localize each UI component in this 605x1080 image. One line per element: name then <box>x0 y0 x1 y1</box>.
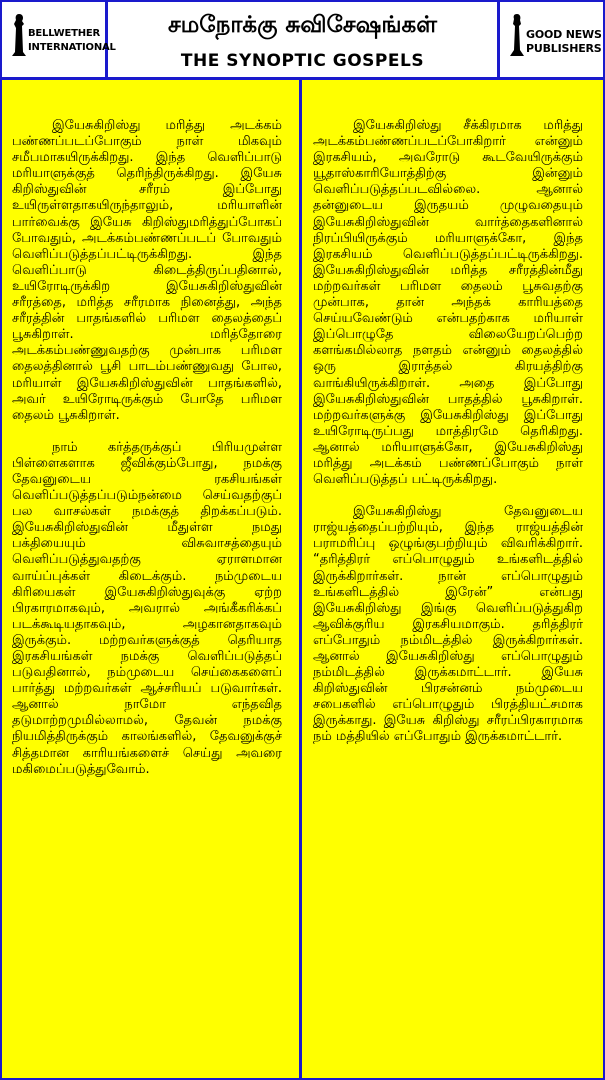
left-logo-line2: INTERNATIONAL <box>28 42 116 53</box>
column-divider <box>299 80 302 1078</box>
left-column <box>12 118 282 794</box>
good-news-logo <box>508 12 602 68</box>
publisher-logo-right <box>500 2 603 77</box>
right-column <box>313 118 583 762</box>
page-title-tamil: சமநோக்கு சுவிசேஷங்கள் <box>168 12 437 38</box>
bellwether-lamb-icon <box>10 12 28 58</box>
right-paragraph-2: இயேசுகிறிஸ்து தேவனுடைய ராஜ்யத்தைப்பற்றியும், இந்த ராஜ்யத்தின் பராமரிப்பு ஒழுங்குபற்றியும் விவரிக்கிறார். “தரித்திரர் எப்பொழுதும் உங்களிடத்தில் இருக்கிறார்கள். நான் எப்பொழுதும் உங்களிடத்தில் இரேன்” என்பது இயேசுகிறிஸ்து இங்கு வெளிப்படுத்துகிற ஆவிக்குரிய இரகசியமாகும். தரித்திரர் எப்போதும் நம்மிடத்தில் இருக்கிறார்கள். ஆனால் இயேசுகிறிஸ்து எப்பொழுதும் நம்மிடத்தில் இருக்கமாட்டார். இயேசு கிறிஸ்துவின் பிரசன்னம் நம்முடைய சபைகளில் எப்பொழுதும் பிரத்தியட்சமாக இருக்காது. இயேசு கிறிஸ்து சரீரப்பிரகாரமாக நம் மத்தியில் எப்போதும் இருக்கமாட்டார். <box>313 504 583 745</box>
bellwether-logo <box>10 12 116 68</box>
right-paragraph-1: இயேசுகிறிஸ்து சீக்கிரமாக மரித்து அடக்கம்பண்ணப்படப்போகிறார் என்னும் இரகசியம், அவரோடு கூடவேயிருக்கும் யூதாஸ்காரியோத்திற்கு இன்னும் வெளிப்படுத்தப்படவில்லை. ஆனால் தன்னுடைய இருதயம் முழுவதையும் இயேசுகிறிஸ்துவின் வார்த்தைகளினால் நிரப்பியிருக்கும் மரியாளுக்கோ, இந்த இரகசியம் வெளிப்படுத்தப்பட்டிருக்கிறது. இயேசுகிறிஸ்துவின் மரித்த சரீரத்தின்மீது மற்றவர்கள் பரிமள தைலம் பூசுவதற்கு முன்பாக, தான் அந்தக் காரியத்தை செய்யவேண்டும் என்பதற்காக மரியாள் இப்பொழுதே விலையேறப்பெற்ற களங்கமில்லாத நளதம் என்னும் தைலத்தில் ஒரு இராத்தல் கிரயத்திற்கு வாங்கியிருக்கிறாள். அதை இப்போது இயேசுகிறிஸ்துவின் பாதத்தில் பூசுகிறாள். மற்றவர்களுக்கு இயேசுகிறிஸ்து இப்போது உயிரோடிருப்பது மாத்திரமே தெரிகிறது. ஆனால் மரியாளுக்கோ, இயேசுகிறிஸ்து மரித்து அடக்கம் பண்ணப்போகும் நாள் வெளிப்படுத்தப் பட்டிருக்கிறது. <box>313 118 583 488</box>
page-header <box>2 2 603 80</box>
right-logo-line1: GOOD NEWS <box>526 28 602 41</box>
left-logo-line1: BELLWETHER <box>28 28 101 39</box>
page-title-english: THE SYNOPTIC GOSPELS <box>180 51 425 71</box>
left-paragraph-1: இயேசுகிறிஸ்து மரித்து அடக்கம் பண்ணப்படப்போகும் நாள் மிகவும் சமீபமாகயிருக்கிறது. இந்த வெளிப்பாடு மரியாளுக்குத் தெரிந்திருக்கிறது. இயேசு கிறிஸ்துவின் சரீரம் இப்போது உயிருள்ளதாகயிருந்தாலும், மரியாளின் பார்வைக்கு இயேசு கிறிஸ்துமரித்துப்போகப் போவதும், அடக்கம்பண்ணப்படப் போவதும் வெளிப்படுத்தப்பட்டிருக்கிறது. இந்த வெளிப்பாடு கிடைத்திருப்பதினால், உயிரோடிருக்கிற இயேசுகிறிஸ்துவின் சரீரத்தை, மரித்த சரீரமாக நினைத்து, அந்த சரீரத்தின் பாதங்களில் பரிமள தைலத்தைப் பூசுகிறாள். மரித்தோரை அடக்கம்பண்ணுவதற்கு முன்பாக பரிமள தைலத்தினால் பூசி பாடம்பண்ணுவது போல, மரியாள் இயேசுகிறிஸ்துவின் பாதங்களில், அவர் உயிரோடிருக்கும் போதே பரிமள தைலம் பூசுகிறாள். <box>12 118 282 423</box>
title-block <box>108 2 500 77</box>
right-logo-line2: PUBLISHERS <box>526 42 602 55</box>
publisher-logo-left <box>2 2 116 77</box>
good-news-figure-icon <box>508 12 526 58</box>
left-paragraph-2: நாம் கர்த்தருக்குப் பிரியமுள்ள பிள்ளைகளாக ஜீவிக்கும்போது, நமக்கு தேவனுடைய ரகசியங்கள் வெளிப்படுத்தப்படும்நன்மை செய்வதற்குப் பல வாசல்கள் நமக்குத் திறக்கப்படும். இயேசுகிறிஸ்துவின் மீதுள்ள நமது பக்தியையும் விசுவாசத்தையும் வெளிப்படுத்துவதற்கு ஏராளமான வாய்ப்புக்கள் கிடைக்கும். நம்முடைய கிரியைகள் இயேசுகிறிஸ்துவுக்கு ஏற்ற பிரகாரமாகவும், அவரால் அங்கீகரிக்கப் படக்கூடியதாகவும், அழகானதாகவும் இருக்கும். மற்றவர்களுக்குத் தெரியாத இரகசியங்கள் நமக்கு வெளிப்படுத்தப் படுவதினால், நம்முடைய செய்கைகளைப் பார்த்து மற்றவர்கள் ஆச்சரியப் படுவார்கள். ஆனால் நாமோ எந்தவித தடுமாற்றமுமில்லாமல், தேவன் நமக்கு நியமித்திருக்கும் காலங்களில், தேவனுக்குச் சித்தமான காரியங்களைச் செய்து அவரை மகிமைப்படுத்துவோம். <box>12 439 282 777</box>
